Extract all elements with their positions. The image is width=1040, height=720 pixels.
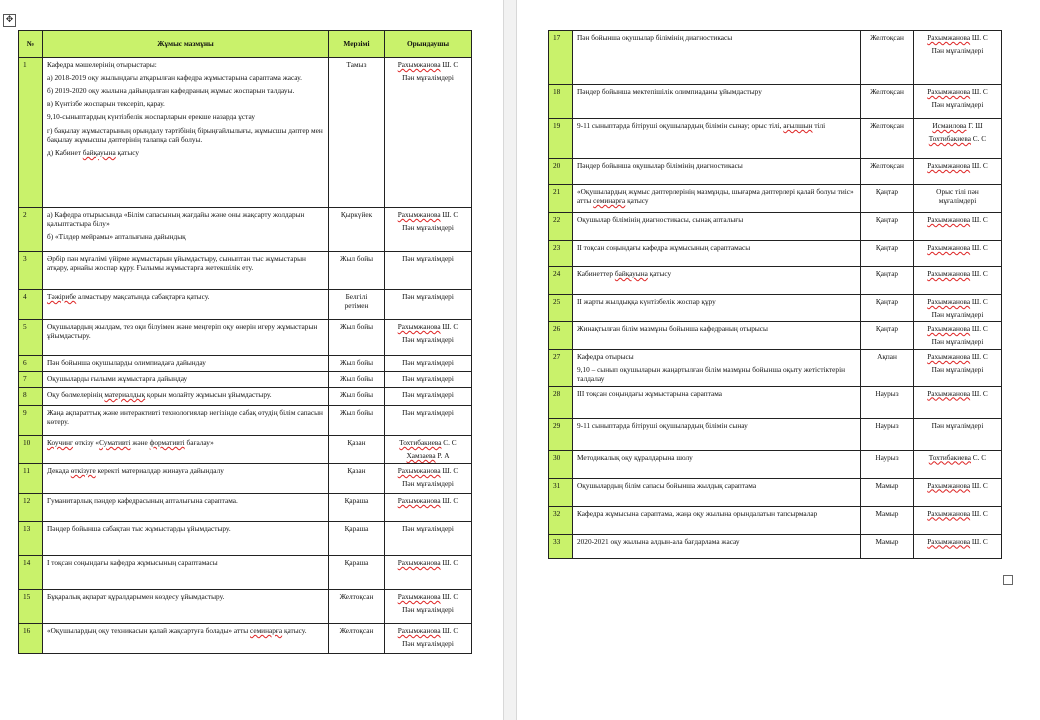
page-separator [503, 0, 517, 720]
table-row [549, 159, 1002, 185]
row-number: 30 [549, 450, 573, 478]
content-line: «Оқушылардың жұмыс дәптерлерінің мазмұнды, шығарма дәптерлері қалай болуы тиіс» атты семинарға қатысу [577, 187, 854, 206]
row-content [573, 213, 861, 241]
row-owner [914, 386, 1002, 418]
row-date: Наурыз [861, 418, 914, 450]
row-content [43, 590, 329, 624]
row-owner [385, 320, 472, 356]
row-number: 19 [549, 119, 573, 159]
content-line: Тәжірибе алмастыру мақсатында сабақтарға қатысу. [47, 292, 210, 301]
row-owner [914, 185, 1002, 213]
owner-line: Рахымжанова Ш. С [397, 60, 459, 69]
row-owner [385, 290, 472, 320]
owner-line: Рахымжанова Ш. С [397, 496, 459, 505]
table-row [19, 252, 472, 290]
owner-line: Пән мұғалімдері [402, 374, 454, 383]
row-date: Қазан [329, 464, 385, 494]
owner-line: Пән мұғалімдері [402, 223, 454, 233]
content-line: Пәндер бойынша мектепішілік олимпиаданы ұйымдастыру [577, 87, 762, 96]
row-content [573, 386, 861, 418]
content-line: Пәндер бойынша сабақтан тыс жұмыстарды ұйымдастыру. [47, 524, 231, 533]
owner-line: Рахымжанова Ш. С [397, 210, 459, 219]
row-content [43, 494, 329, 522]
content-line: Пән бойынша оқушыларды олимпиадаға дайындау [47, 358, 206, 367]
table-row [549, 119, 1002, 159]
row-date: Желтоқсан [861, 31, 914, 85]
row-date: Қараша [329, 494, 385, 522]
row-number: 31 [549, 478, 573, 506]
owner-line: Хамзаева Р. А [406, 451, 450, 461]
owner-line: Рахымжанова Ш. С [927, 352, 988, 362]
row-content [573, 418, 861, 450]
row-content [43, 372, 329, 388]
content-line: Гуманитарлық пәндер кафедрасының апталығына сараптама. [47, 496, 238, 505]
owner-line: Рахымжанова Ш. С [397, 322, 459, 331]
row-date: Жыл бойы [329, 320, 385, 356]
row-date: Қараша [329, 556, 385, 590]
row-content [43, 624, 329, 654]
table-row [19, 290, 472, 320]
row-number: 20 [549, 159, 573, 185]
row-date: Қаңтар [861, 322, 914, 350]
row-owner [385, 494, 472, 522]
row-content [573, 185, 861, 213]
row-content [43, 556, 329, 590]
content-line: Оқушыларды ғылыми жұмыстарға дайындау [47, 374, 188, 383]
row-date: Желтоқсан [329, 624, 385, 654]
row-owner [385, 436, 472, 464]
content-line: Оқушылар білімінің диагностикасы, сынақ апталығы [577, 215, 744, 224]
content-line: ІІ тоқсан соңындағы кафедра жұмысының сараптамасы [577, 243, 751, 252]
row-owner [385, 464, 472, 494]
content-line: Пәндер бойынша оқушылар білімінің диагностикасы [577, 161, 743, 170]
content-line: Әрбір пән мұғалімі үйірме жұмыстарын ұйымдастыру, сыныптан тыс жұмыстарын атқару, арнайы жоспар құру. Ғылымы жұмыстарға жетекшілік ету. [47, 254, 306, 273]
table-row [549, 322, 1002, 350]
table-row [549, 267, 1002, 295]
row-owner [385, 406, 472, 436]
row-date: Қаңтар [861, 295, 914, 322]
owner-line: Рахымжанова Ш. С [927, 388, 988, 398]
table-row [549, 241, 1002, 267]
owner-line: Орыс тілі пән мұғалімдері [936, 187, 979, 206]
content-line: 2020-2021 оқу жылына алдын-ала бағдарлама жасау [577, 536, 740, 546]
row-content [573, 267, 861, 295]
owner-line: Пән мұғалімдері [402, 605, 454, 615]
content-line: Жаңа ақпараттық және интерактивті технологиялар негізінде сабақ өтудің білім сапасын көтеру. [47, 408, 323, 427]
row-number: 8 [19, 388, 43, 406]
owner-line: Рахымжанова Ш. С [927, 297, 988, 306]
row-content [573, 350, 861, 386]
content-line: Декада өткізуге керекті материалдар жинауға дайындалу [47, 466, 224, 475]
content-line: б) «Тілдер мейрамы» апталығына дайындық [47, 232, 186, 242]
row-owner [914, 267, 1002, 295]
row-number: 3 [19, 252, 43, 290]
row-content [573, 85, 861, 119]
row-owner [914, 418, 1002, 450]
row-number: 2 [19, 208, 43, 252]
row-content [573, 534, 861, 558]
table-row [19, 356, 472, 372]
table-row [19, 464, 472, 494]
content-line: Кабинеттер байқауына қатысу [577, 269, 672, 278]
row-owner [385, 356, 472, 372]
owner-line: Пән мұғалімдері [402, 358, 454, 367]
row-content [573, 119, 861, 159]
row-owner [914, 295, 1002, 322]
header-date: Мерзімі [329, 31, 385, 58]
table-row [549, 418, 1002, 450]
row-content [43, 436, 329, 464]
owner-line: Рахымжанова Ш. С [397, 592, 459, 601]
content-line: Методикалық оқу құралдарына шолу [577, 452, 693, 462]
table-row [19, 406, 472, 436]
plan-table-page-2 [548, 30, 1002, 559]
row-number: 16 [19, 624, 43, 654]
row-content [43, 320, 329, 356]
table-row [549, 386, 1002, 418]
owner-line: Пән мұғалімдері [931, 420, 984, 430]
content-line: ІІІ тоқсан соңындағы жұмыстарына сараптама [577, 388, 723, 398]
row-owner [385, 252, 472, 290]
row-content [573, 322, 861, 350]
table-row [549, 295, 1002, 322]
row-content [573, 31, 861, 85]
row-date: Желтоқсан [861, 119, 914, 159]
content-line: Кафедра мәшелерінің отырыстары: [47, 60, 157, 69]
header-content: Жұмыс мазмұны [43, 31, 329, 58]
content-line: д) Кабинет байқауына қатысу [47, 147, 140, 157]
row-content [43, 388, 329, 406]
owner-line: Пән мұғалімдері [931, 365, 984, 375]
table-row [19, 494, 472, 522]
table-row [19, 208, 472, 252]
owner-line: Пән мұғалімдері [402, 524, 454, 533]
table-header-row [19, 31, 472, 58]
row-date: Қыркүйек [329, 208, 385, 252]
row-number: 11 [19, 464, 43, 494]
header-owner: Орындаушы [385, 31, 472, 58]
content-line: ІІ жарты жылдыққа күнтізбелік жоспар құру [577, 297, 716, 306]
owner-line: Пән мұғалімдері [931, 100, 984, 110]
row-content [43, 522, 329, 556]
table-row [549, 534, 1002, 558]
owner-line: Пән мұғалімдері [402, 73, 454, 83]
row-number: 6 [19, 356, 43, 372]
table-row [549, 506, 1002, 534]
row-content [43, 464, 329, 494]
row-number: 26 [549, 322, 573, 350]
row-date: Наурыз [861, 386, 914, 418]
table-row [549, 213, 1002, 241]
row-content [573, 295, 861, 322]
row-owner [385, 556, 472, 590]
table-row [549, 450, 1002, 478]
table-row [19, 590, 472, 624]
row-date: Жыл бойы [329, 388, 385, 406]
content-line: а) 2018-2019 оқу жылындағы атқарылған кафедра жұмыстарына сараптама жасау. [47, 73, 302, 83]
row-owner [385, 388, 472, 406]
table-row [549, 350, 1002, 386]
row-date: Қараша [329, 522, 385, 556]
row-date: Мамыр [861, 534, 914, 558]
row-date: Наурыз [861, 450, 914, 478]
owner-line: Рахымжанова Ш. С [397, 466, 459, 475]
table-row [549, 85, 1002, 119]
table-row [19, 624, 472, 654]
owner-line: Тохтибакиева С. С [399, 438, 457, 447]
row-number: 4 [19, 290, 43, 320]
row-content [573, 506, 861, 534]
owner-line: Рахымжанова Ш. С [927, 324, 988, 334]
owner-line: Рахымжанова Ш. С [397, 626, 459, 635]
table-row [549, 31, 1002, 85]
row-owner [914, 450, 1002, 478]
content-line: а) Кафедра отырысында «Білім сапасының жағдайы және оны жақсарту жолдарын қалыптастыра білу» [47, 210, 305, 229]
table-row [19, 372, 472, 388]
content-line: в) Күнтізбе жоспарын тексеріп, қарау. [47, 99, 165, 109]
table-row [19, 58, 472, 208]
content-line: «Оқушылардың оқу техникасын қалай жақсартуға болады» атты семинарға қатысу. [47, 626, 307, 635]
row-number: 14 [19, 556, 43, 590]
table-row [19, 556, 472, 590]
owner-line: Рахымжанова Ш. С [927, 480, 988, 490]
row-date: Жыл бойы [329, 372, 385, 388]
row-date: Белгілі ретімен [329, 290, 385, 320]
row-number: 1 [19, 58, 43, 208]
content-line: 9-11 сыныптарда бітіруші оқушылардың білімін сынау; орыс тілі, ағылшын тілі [577, 121, 826, 130]
row-date: Мамыр [861, 478, 914, 506]
row-owner [385, 590, 472, 624]
row-date: Тамыз [329, 58, 385, 208]
owner-line: Пән мұғалімдері [931, 310, 984, 320]
owner-line: Пән мұғалімдері [402, 335, 454, 345]
row-owner [914, 31, 1002, 85]
row-date: Қаңтар [861, 213, 914, 241]
table-row [19, 522, 472, 556]
row-date: Қаңтар [861, 241, 914, 267]
owner-line: Пән мұғалімдері [402, 408, 454, 417]
header-number: № [19, 31, 43, 58]
row-owner [914, 506, 1002, 534]
row-content [43, 58, 329, 208]
content-line: Оқу бөлмелерінің материалдық қорын молайту жұмысын ұйымдастыру. [47, 390, 272, 399]
row-owner [914, 213, 1002, 241]
table-row [549, 185, 1002, 213]
content-line: Пән бойынша оқушылар білімінің диагностикасы [577, 33, 733, 42]
owner-line: Пән мұғалімдері [402, 390, 454, 399]
row-owner [385, 372, 472, 388]
row-date: Қаңтар [861, 267, 914, 295]
table-row [19, 388, 472, 406]
row-number: 28 [549, 386, 573, 418]
owner-line: Пән мұғалімдері [402, 292, 454, 301]
row-content [43, 406, 329, 436]
row-content [573, 478, 861, 506]
row-content [573, 241, 861, 267]
row-number: 13 [19, 522, 43, 556]
row-owner [914, 534, 1002, 558]
owner-line: Рахымжанова Ш. С [397, 558, 459, 567]
content-line: І тоқсан соңындағы кафедра жұмысының сараптамасы [47, 558, 218, 567]
content-line: Коучинг өткізу «Сумативті және формативті бағалау» [47, 438, 214, 447]
row-content [573, 159, 861, 185]
content-line: 9-11 сыныптарда бітіруші оқушылардың білімін сынау [577, 420, 748, 430]
row-number: 9 [19, 406, 43, 436]
content-line: 9,10-сыныптардың күнтізбелік жоспарларын ерекше назарда ұстау [47, 112, 255, 122]
table-resize-handle[interactable] [1003, 575, 1013, 585]
content-line: Оқушылардың жылдам, тез оқи білуімен және меңгеріп оқу өнерін игеру жұмыстарын ұйымдастыру. [47, 322, 318, 341]
content-line: Оқушылардың білім сапасы бойынша жылдық сараптама [577, 480, 757, 490]
owner-line: Рахымжанова Ш. С [927, 161, 988, 170]
row-number: 29 [549, 418, 573, 450]
row-owner [914, 478, 1002, 506]
table-row [19, 436, 472, 464]
row-number: 22 [549, 213, 573, 241]
row-number: 23 [549, 241, 573, 267]
row-number: 15 [19, 590, 43, 624]
owner-line: Рахымжанова Ш. С [927, 269, 988, 278]
row-date: Желтоқсан [861, 159, 914, 185]
row-number: 18 [549, 85, 573, 119]
row-owner [914, 322, 1002, 350]
row-owner [914, 350, 1002, 386]
owner-line: Рахымжанова Ш. С [927, 215, 988, 224]
content-line: Жинақтылған білім мазмұны бойынша кафедраның отырысы [577, 324, 768, 334]
row-content [43, 252, 329, 290]
table-row [19, 320, 472, 356]
content-line: б) 2019-2020 оқу жылына дайындалған кафедраның жұмыс жоспарын талдауы. [47, 86, 295, 96]
content-line: 9,10 – сынып оқушыларын жаңартылған білім мазмұны бойынша оқыту жетістіктерін талдалау [577, 365, 845, 384]
plan-table-page-1 [18, 30, 472, 654]
row-number: 24 [549, 267, 573, 295]
owner-line: Тохтибакиева С. С [928, 134, 987, 144]
row-content [43, 290, 329, 320]
table-move-handle[interactable]: ✥ [3, 14, 16, 27]
owner-line: Рахымжанова Ш. С [927, 536, 988, 546]
row-content [43, 208, 329, 252]
row-number: 7 [19, 372, 43, 388]
row-date: Мамыр [861, 506, 914, 534]
row-date: Қаңтар [861, 185, 914, 213]
row-number: 27 [549, 350, 573, 386]
owner-line: Рахымжанова Ш. С [927, 243, 988, 252]
row-date: Қазан [329, 436, 385, 464]
row-owner [914, 241, 1002, 267]
content-line: г) бақылау жұмыстарының орындалу тәртібінің бірыңғайлылығы, жұмысшы дәптер мен бақылау жұмысшы дәптерінің талапқа сай болуы. [47, 125, 323, 144]
row-owner [914, 159, 1002, 185]
row-date: Жыл бойы [329, 406, 385, 436]
owner-line: Пән мұғалімдері [402, 254, 454, 263]
row-number: 10 [19, 436, 43, 464]
content-line: Кафедра жұмысына сараптама, жаңа оқу жылына орындалатын тапсырмалар [577, 508, 818, 518]
row-date: Ақпан [861, 350, 914, 386]
owner-line: Пән мұғалімдері [402, 479, 454, 489]
row-number: 5 [19, 320, 43, 356]
owner-line: Рахымжанова Ш. С [927, 33, 988, 42]
row-content [43, 356, 329, 372]
row-content [573, 450, 861, 478]
row-owner [914, 119, 1002, 159]
owner-line: Тохтибакиева С. С [928, 452, 987, 462]
row-owner [385, 58, 472, 208]
row-number: 25 [549, 295, 573, 322]
row-number: 32 [549, 506, 573, 534]
owner-line: Пән мұғалімдері [931, 337, 984, 347]
owner-line: Рахымжанова Ш. С [927, 508, 988, 518]
content-line: Бұқаралық ақпарат құралдарымен көздесу ұйымдастыру. [47, 592, 225, 601]
row-number: 21 [549, 185, 573, 213]
row-owner [385, 624, 472, 654]
table-row [549, 478, 1002, 506]
owner-line: Исмаилова Г. Ш [932, 121, 983, 130]
row-owner [914, 85, 1002, 119]
row-number: 33 [549, 534, 573, 558]
row-owner [385, 208, 472, 252]
owner-line: Пән мұғалімдері [402, 639, 454, 649]
owner-line: Пән мұғалімдері [931, 46, 984, 56]
content-line: Кафедра отырысы [577, 352, 634, 362]
row-number: 17 [549, 31, 573, 85]
row-number: 12 [19, 494, 43, 522]
owner-line: Рахымжанова Ш. С [927, 87, 988, 96]
row-date: Жыл бойы [329, 356, 385, 372]
row-date: Желтоқсан [861, 85, 914, 119]
row-date: Жыл бойы [329, 252, 385, 290]
row-date: Желтоқсан [329, 590, 385, 624]
row-owner [385, 522, 472, 556]
